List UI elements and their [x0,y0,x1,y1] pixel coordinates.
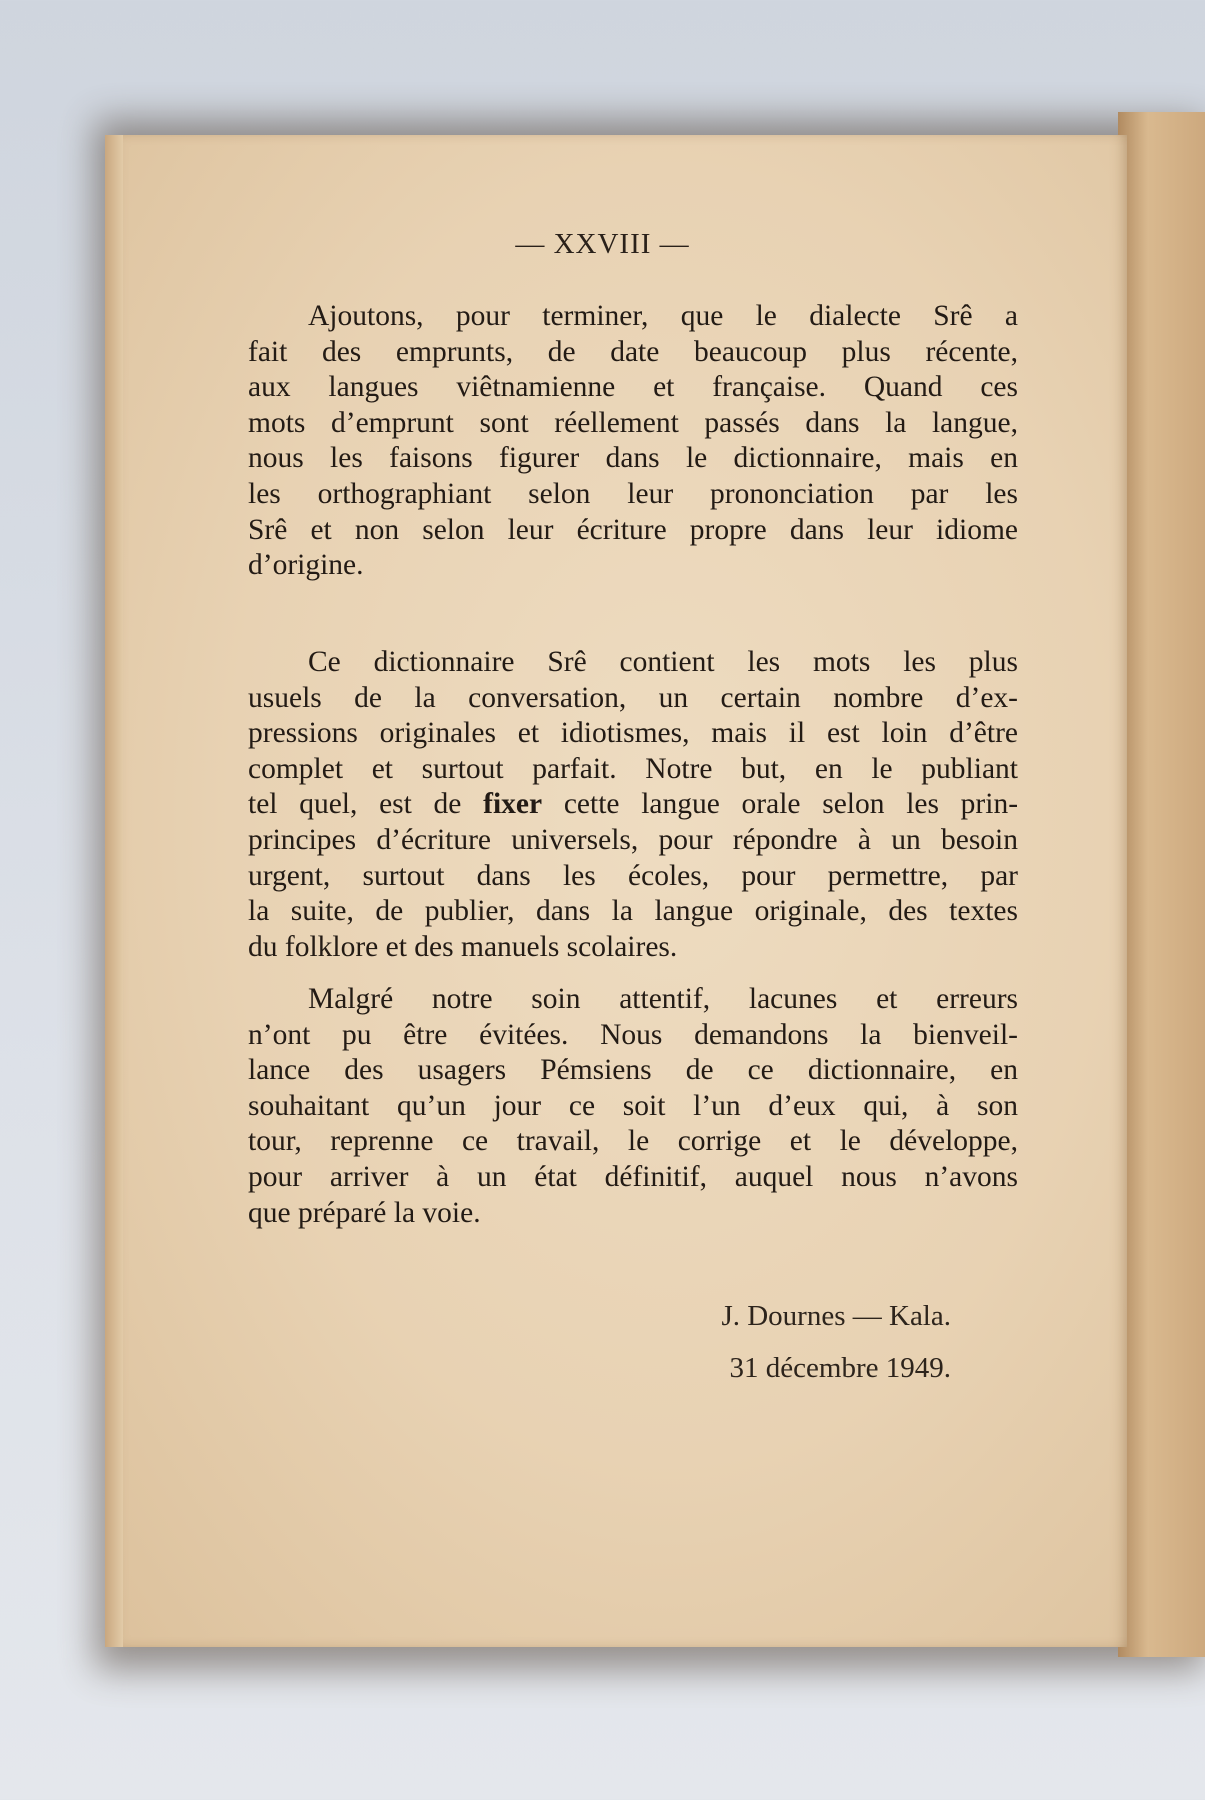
text-line: Srê et non selon leur écriture propre dans leur idiome [248,513,1018,546]
text-line: complet et surtout parfait. Notre but, en le publiant [248,752,1018,785]
text-line: n’ont pu être évitées. Nous demandons la bienveil- [248,1018,1018,1051]
text-line: usuels de la conversation, un certain nombre d’ex- [248,681,1018,714]
text-line: souhaitant qu’un jour ce soit l’un d’eux qui, à son [248,1089,1018,1122]
text-line: pressions originales et idiotismes, mais il est loin d’être [248,717,1018,750]
facing-page-edge [1118,112,1205,1657]
text-line: mots d’emprunt sont réellement passés dans la langue, [248,406,1018,439]
text-line: d’origine. [248,549,364,582]
text-line: Malgré notre soin attentif, lacunes et erreurs [308,983,1018,1015]
text-line: urgent, surtout dans les écoles, pour permettre, par [248,859,1018,892]
text-line: tour, reprenne ce travail, le corrige et le développe, [248,1125,1018,1158]
text-line: la suite, de publier, dans la langue originale, des textes [248,895,1018,928]
signature: J. Dournes — Kala. [721,1300,951,1332]
text-segment: cette langue orale selon les prin- [563,788,1019,821]
text-line: fait des emprunts, de date beaucoup plus récente, [248,335,1018,368]
date: 31 décembre 1949. [729,1352,951,1384]
text-line: lance des usagers Pémsiens de ce dictionnaire, en [248,1054,1018,1087]
text-line: du folklore et des manuels scolaires. [248,930,678,963]
text-line: Ce dictionnaire Srê contient les mots les plus [308,646,1018,678]
page-number: — XXVIII — [515,228,690,260]
page-gutter [105,135,123,1647]
text-segment: tel quel, est de [248,788,462,821]
text-line: aux langues viêtnamienne et française. Quand ces [248,371,1018,404]
text-line: principes d’écriture universels, pour répondre à un besoin [248,824,1018,856]
text-line: les orthographiant selon leur prononciation par les [248,478,1018,510]
text-line: pour arriver à un état définitif, auquel nous n’avons [248,1161,1018,1193]
bold-word: fixer [483,788,543,821]
text-line [248,786,1018,822]
text-line: Ajoutons, pour terminer, que le dialecte Srê a [308,300,1018,332]
text-line: nous les faisons figurer dans le dictionnaire, mais en [248,442,1018,475]
text-line: que préparé la voie. [248,1196,481,1229]
